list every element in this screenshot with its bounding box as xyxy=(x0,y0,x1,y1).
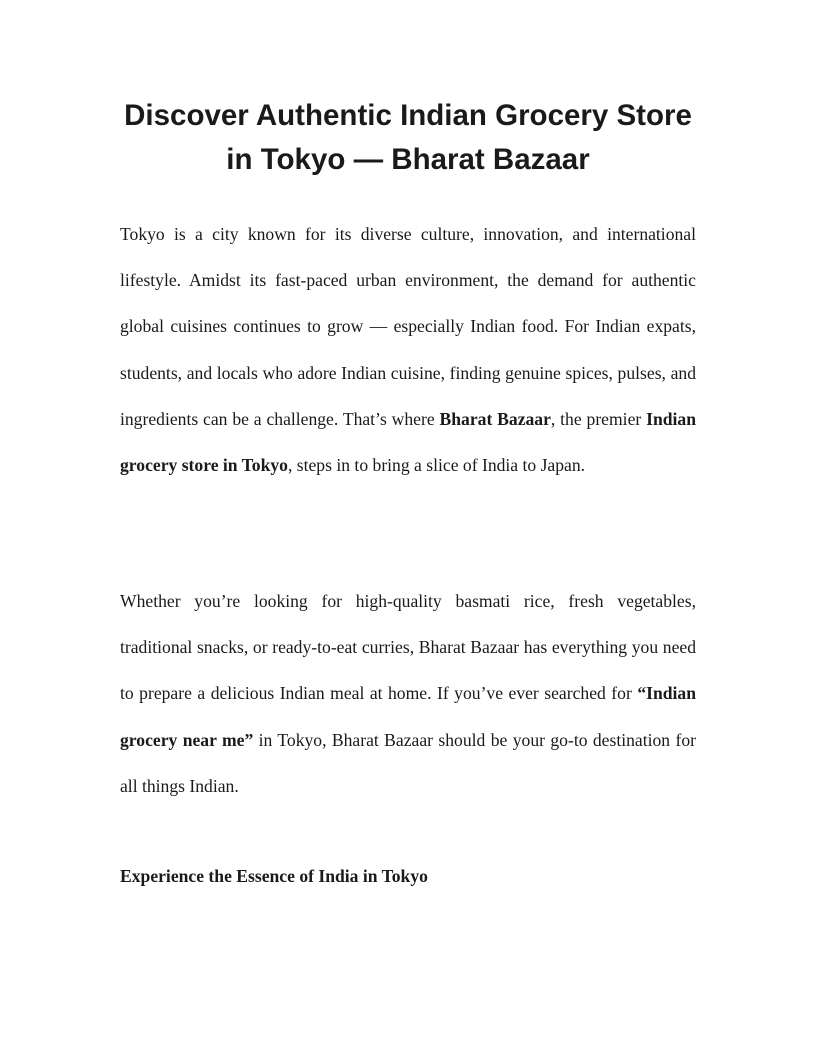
offerings-bold-keyword: “Indian grocery near me” xyxy=(120,683,696,750)
offerings-paragraph xyxy=(120,578,696,809)
offerings-text-a: Whether you’re looking for high-quality basmati rice, fresh vegetables, traditional snacks, or ready-to-eat curries, Bharat Bazaar has everything you need to prepare a delicious Indian meal at home. If you’ve ever searched for xyxy=(120,591,696,704)
intro-bold-brand: Bharat Bazaar xyxy=(439,408,551,429)
title-line-2: in Tokyo — Bharat Bazaar xyxy=(226,143,590,176)
title-line-1: Discover Authentic Indian Grocery Store xyxy=(124,99,692,132)
intro-bold-keyword: Indian grocery store in Tokyo xyxy=(120,408,696,476)
intro-text-a: Tokyo is a city known for its diverse culture, innovation, and international lifestyle. Amidst its fast-paced urban environment, the demand for authentic global cuisines continues to grow — especially Indian food. For Indian expats, students, and locals who adore Indian cuisine, finding genuine spices, pulses, and ingredients can be a challenge. That’s where xyxy=(120,224,696,429)
offerings-text-b: in Tokyo, Bharat Bazaar should be your go-to destination for all things Indian. xyxy=(120,729,697,796)
intro-text-c: , steps in to bring a slice of India to Japan. xyxy=(287,455,586,476)
page-title xyxy=(60,94,756,182)
intro-text-b: , the premier xyxy=(550,408,647,429)
section-heading: Experience the Essence of India in Tokyo xyxy=(120,866,428,886)
intro-paragraph xyxy=(120,211,696,488)
